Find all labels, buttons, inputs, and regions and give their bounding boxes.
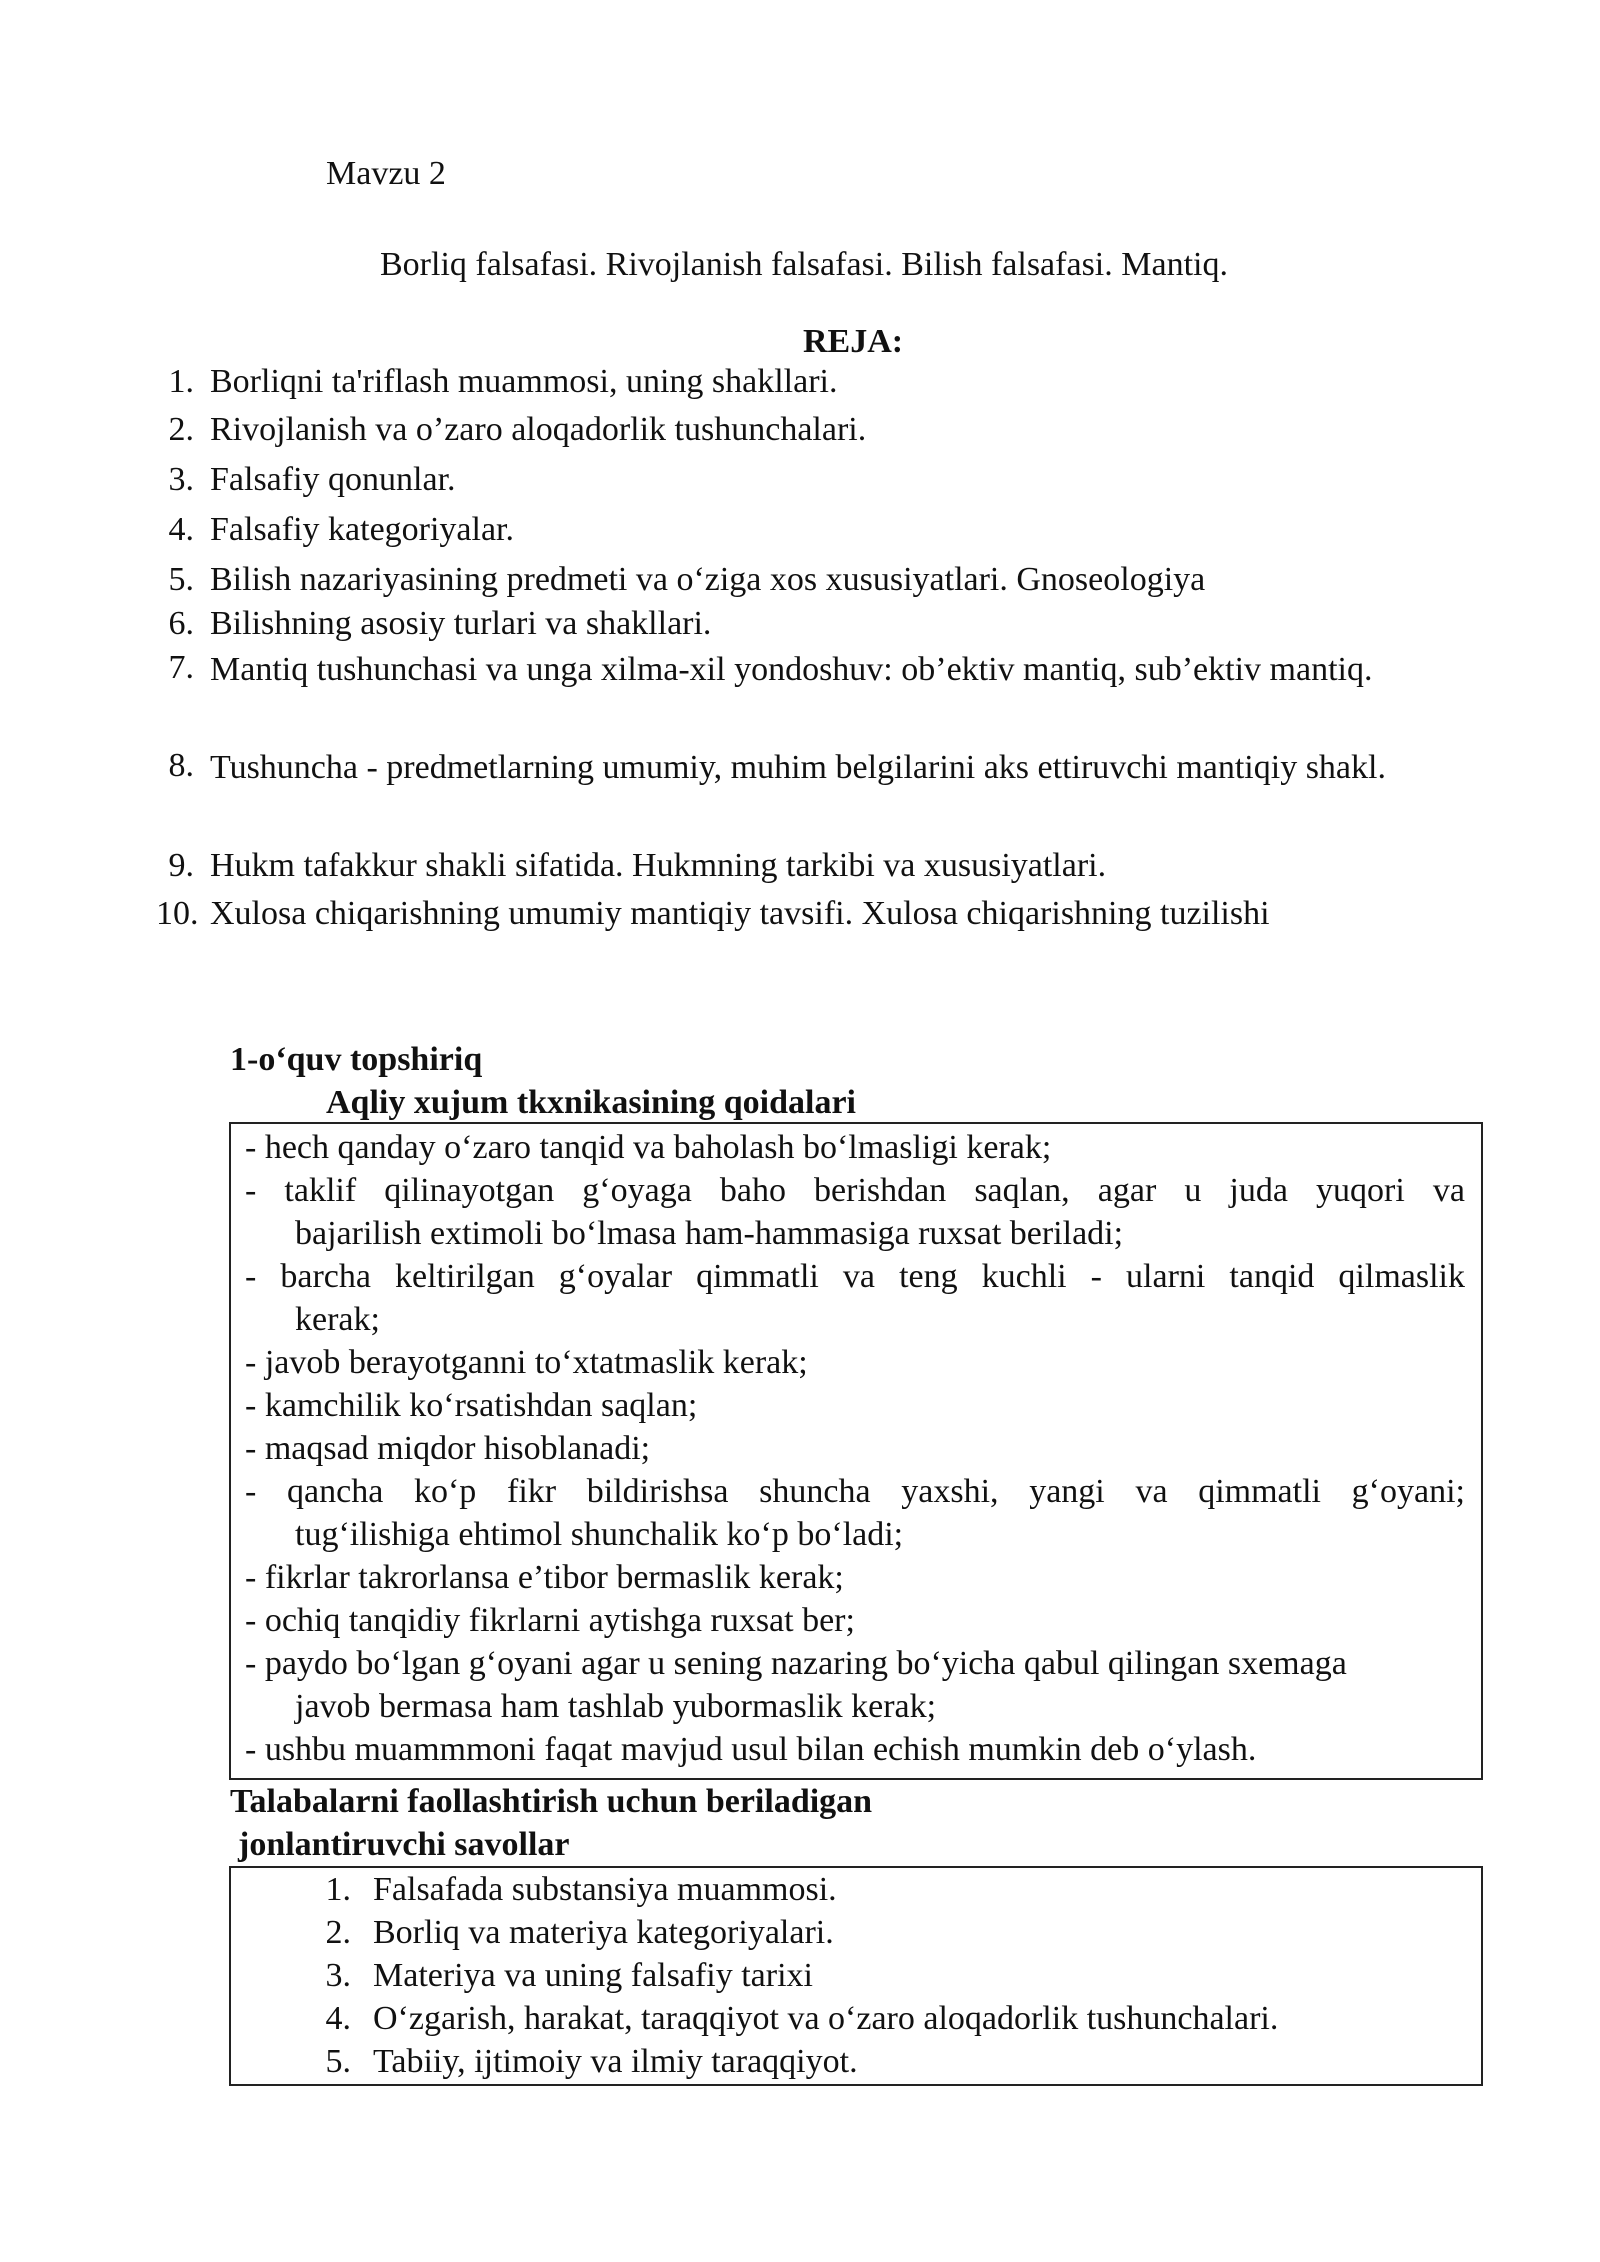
document-subtitle: Borliq falsafasi. Rivojlanish falsafasi. Bilish falsafasi. Mantiq. <box>380 246 1228 283</box>
question-text: Tabiiy, ijtimoiy va ilmiy taraqqiyot. <box>373 2043 858 2080</box>
plan-item-text: Hukm tafakkur shakli sifatida. Hukmning tarkibi va xususiyatlari. <box>210 847 1107 884</box>
plan-item-text: Bilish nazariyasining predmeti va o‘ziga xos xususiyatlari. Gnoseologiya <box>210 561 1206 598</box>
rule-line: - javob berayotganni to‘xtatmaslik kerak; <box>245 1344 808 1381</box>
plan-item-number: 4. <box>168 511 194 548</box>
question-number: 4. <box>325 2000 351 2037</box>
questions-heading-continued: jonlantiruvchi savollar <box>238 1826 570 1863</box>
question-text: Borliq va materiya kategoriyalari. <box>373 1914 834 1951</box>
plan-item-text: Tushuncha - predmetlarning umumiy, muhim belgilarini aks ettiruvchi mantiqiy shakl. <box>210 749 1386 786</box>
plan-item-text: Falsafiy kategoriyalar. <box>210 511 515 548</box>
questions-box <box>229 1866 1483 2086</box>
question-number: 3. <box>325 1957 351 1994</box>
rule-line: bajarilish extimoli bo‘lmasa ham-hammasiga ruxsat beriladi; <box>295 1215 1124 1252</box>
task-heading: 1-o‘quv topshiriq <box>230 1041 483 1078</box>
plan-item-text: Xulosa chiqarishning umumiy mantiqiy tavsifi. Xulosa chiqarishning tuzilishi <box>210 895 1270 932</box>
plan-item-number: 3. <box>168 461 194 498</box>
topic-label: Mavzu 2 <box>326 155 446 192</box>
plan-item-number: 9. <box>168 847 194 884</box>
plan-item-text: Borliqni ta'riflash muammosi, uning shakllari. <box>210 363 838 400</box>
rules-title: Aqliy xujum tkxnikasining qoidalari <box>326 1084 857 1121</box>
rule-line: - fikrlar takrorlansa e’tibor bermaslik kerak; <box>245 1559 844 1596</box>
question-number: 2. <box>325 1914 351 1951</box>
rule-line: - ushbu muammmoni faqat mavjud usul bilan echish mumkin deb o‘ylash. <box>245 1731 1257 1768</box>
rule-line: - qancha ko‘p fikr bildirishsa shuncha yaxshi, yangi va qimmatli g‘oyani; <box>245 1473 1465 1510</box>
plan-item-number: 6. <box>168 605 194 642</box>
rule-line: - maqsad miqdor hisoblanadi; <box>245 1430 651 1467</box>
rule-line: kerak; <box>295 1301 380 1338</box>
plan-item-number: 5. <box>168 561 194 598</box>
plan-item-number: 8. <box>168 747 194 784</box>
rules-box <box>229 1122 1483 1780</box>
plan-item-number: 7. <box>168 649 194 686</box>
question-text: Falsafada substansiya muammosi. <box>373 1871 837 1908</box>
questions-heading: Talabalarni faollashtirish uchun beriladigan <box>230 1783 873 1820</box>
plan-item-text: Mantiq tushunchasi va unga xilma-xil yondoshuv: ob’ektiv mantiq, sub’ektiv mantiq. <box>210 651 1373 688</box>
rule-line: - hech qanday o‘zaro tanqid va baholash bo‘lmasligi kerak; <box>245 1129 1052 1166</box>
rule-line: - taklif qilinayotgan g‘oyaga baho berishdan saqlan, agar u juda yuqori va <box>245 1172 1465 1209</box>
rule-line: - paydo bo‘lgan g‘oyani agar u sening nazaring bo‘yicha qabul qilingan sxemaga <box>245 1645 1347 1682</box>
plan-item-text: Falsafiy qonunlar. <box>210 461 456 498</box>
plan-item-text: Rivojlanish va o’zaro aloqadorlik tushunchalari. <box>210 411 867 448</box>
rule-line: tug‘ilishiga ehtimol shunchalik ko‘p bo‘ladi; <box>295 1516 904 1553</box>
rule-line: javob bermasa ham tashlab yubormaslik kerak; <box>295 1688 937 1725</box>
rule-line: - ochiq tanqidiy fikrlarni aytishga ruxsat ber; <box>245 1602 855 1639</box>
question-text: Materiya va uning falsafiy tarixi <box>373 1957 813 1994</box>
question-text: O‘zgarish, harakat, taraqqiyot va o‘zaro aloqadorlik tushunchalari. <box>373 2000 1279 2037</box>
rule-line: - kamchilik ko‘rsatishdan saqlan; <box>245 1387 698 1424</box>
plan-heading: REJA: <box>803 323 904 360</box>
question-number: 5. <box>325 2043 351 2080</box>
plan-item-number: 10. <box>156 895 199 932</box>
plan-item-number: 2. <box>168 411 194 448</box>
rule-line: - barcha keltirilgan g‘oyalar qimmatli va teng kuchli - ularni tanqid qilmaslik <box>245 1258 1465 1295</box>
plan-item-text: Bilishning asosiy turlari va shakllari. <box>210 605 712 642</box>
plan-item-number: 1. <box>168 363 194 400</box>
question-number: 1. <box>325 1871 351 1908</box>
